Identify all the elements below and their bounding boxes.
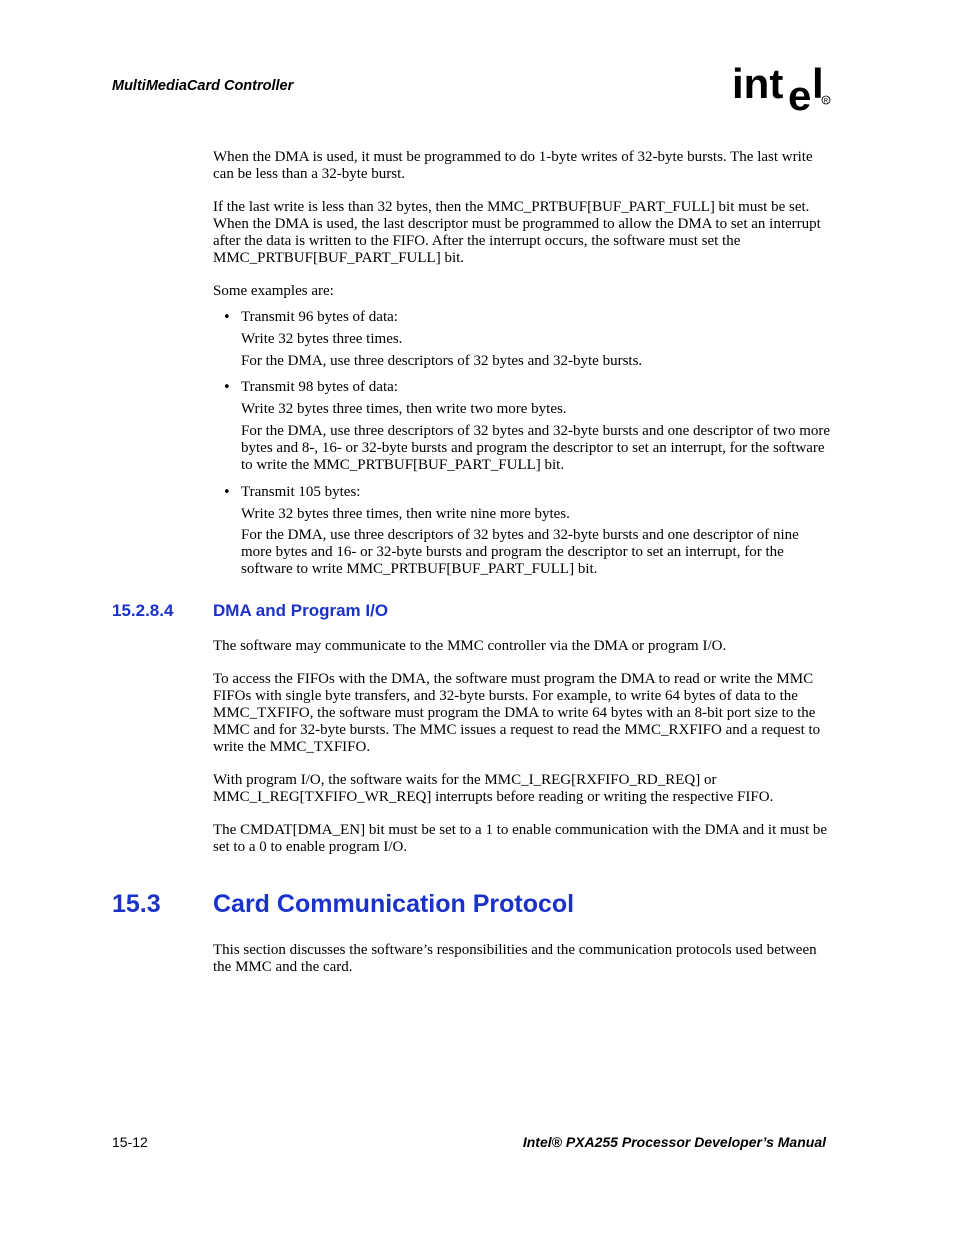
- example-3-line-2: For the DMA, use three descriptors of 32 bytes and 32-byte bursts and one descriptor of nine more bytes and 16- or 32-byte bursts and program the descriptor to set an interrupt, for the software to write MMC_PRTBUF[BUF_PART_FULL] bit.: [241, 527, 799, 577]
- dma-paragraph-4: The CMDAT[DMA_EN] bit must be set to a 1 to enable communication with the DMA and it must be set to a 0 to enable program I/O.: [213, 822, 828, 855]
- example-1-bullet: Transmit 96 bytes of data:: [241, 309, 398, 325]
- svg-text:R: R: [823, 98, 829, 105]
- svg-text:l: l: [812, 60, 824, 107]
- intel-logo: [732, 60, 832, 118]
- dma-paragraph-1: The software may communicate to the MMC controller via the DMA or program I/O.: [213, 638, 727, 654]
- example-1-line-2: For the DMA, use three descriptors of 32 bytes and 32-byte bursts.: [241, 353, 643, 369]
- intro-paragraph-1: When the DMA is used, it must be programmed to do 1-byte writes of 32-byte bursts. The last write can be less than a 32-byte burst.: [213, 149, 813, 182]
- example-2-bullet: Transmit 98 bytes of data:: [241, 379, 398, 395]
- section-number: 15.2.8.4: [112, 601, 174, 620]
- protocol-paragraph-1: This section discusses the software’s responsibilities and the communication protocols used between the MMC and the card.: [213, 942, 817, 975]
- example-2-line-2: For the DMA, use three descriptors of 32 bytes and 32-byte bursts and one descriptor of two more bytes and 8-, 16- or 32-byte bursts and program the descriptor to set an interrupt, for the software to write the MMC_PRTBUF[BUF_PART_FULL] bit.: [241, 423, 831, 473]
- running-header: MultiMediaCard Controller: [112, 78, 294, 94]
- section-number: 15.3: [112, 890, 161, 918]
- svg-text:e: e: [788, 72, 812, 118]
- page-number: 15-12: [112, 1134, 148, 1150]
- example-1-line-1: Write 32 bytes three times.: [241, 331, 403, 347]
- bullet-icon: •: [223, 310, 231, 325]
- example-3-bullet: Transmit 105 bytes:: [241, 484, 361, 500]
- bullet-icon: •: [223, 485, 231, 500]
- dma-paragraph-2: To access the FIFOs with the DMA, the software must program the DMA to read or write the MMC FIFOs with single byte transfers, and 32-byte bursts. For example, to write 64 bytes of data to the MMC_TXFIFO, the software must program the DMA to write 64 bytes with an 8-bit port size to the MMC and for 32-byte bursts. The MMC issues a request to read the MMC_RXFIFO and a request to write the MMC_TXFIFO.: [213, 671, 821, 755]
- example-3-line-1: Write 32 bytes three times, then write nine more bytes.: [241, 506, 570, 522]
- section-title: Card Communication Protocol: [213, 890, 575, 918]
- example-2-line-1: Write 32 bytes three times, then write two more bytes.: [241, 401, 567, 417]
- intro-paragraph-3: Some examples are:: [213, 283, 334, 299]
- section-title: DMA and Program I/O: [213, 601, 389, 620]
- svg-text:int: int: [732, 60, 784, 107]
- bullet-icon: •: [223, 380, 231, 395]
- dma-paragraph-3: With program I/O, the software waits for the MMC_I_REG[RXFIFO_RD_REQ] or MMC_I_REG[TXFIFO_WR_REQ] interrupts before reading or writing the respective FIFO.: [213, 772, 774, 805]
- intro-paragraph-2: If the last write is less than 32 bytes, then the MMC_PRTBUF[BUF_PART_FULL] bit must be set. When the DMA is used, the last descriptor must be programmed to allow the DMA to set an interrupt after the data is written to the FIFO. After the interrupt occurs, the software must set the MMC_PRTBUF[BUF_PART_FULL] bit.: [213, 199, 821, 266]
- manual-title: Intel® PXA255 Processor Developer’s Manual: [522, 1134, 826, 1150]
